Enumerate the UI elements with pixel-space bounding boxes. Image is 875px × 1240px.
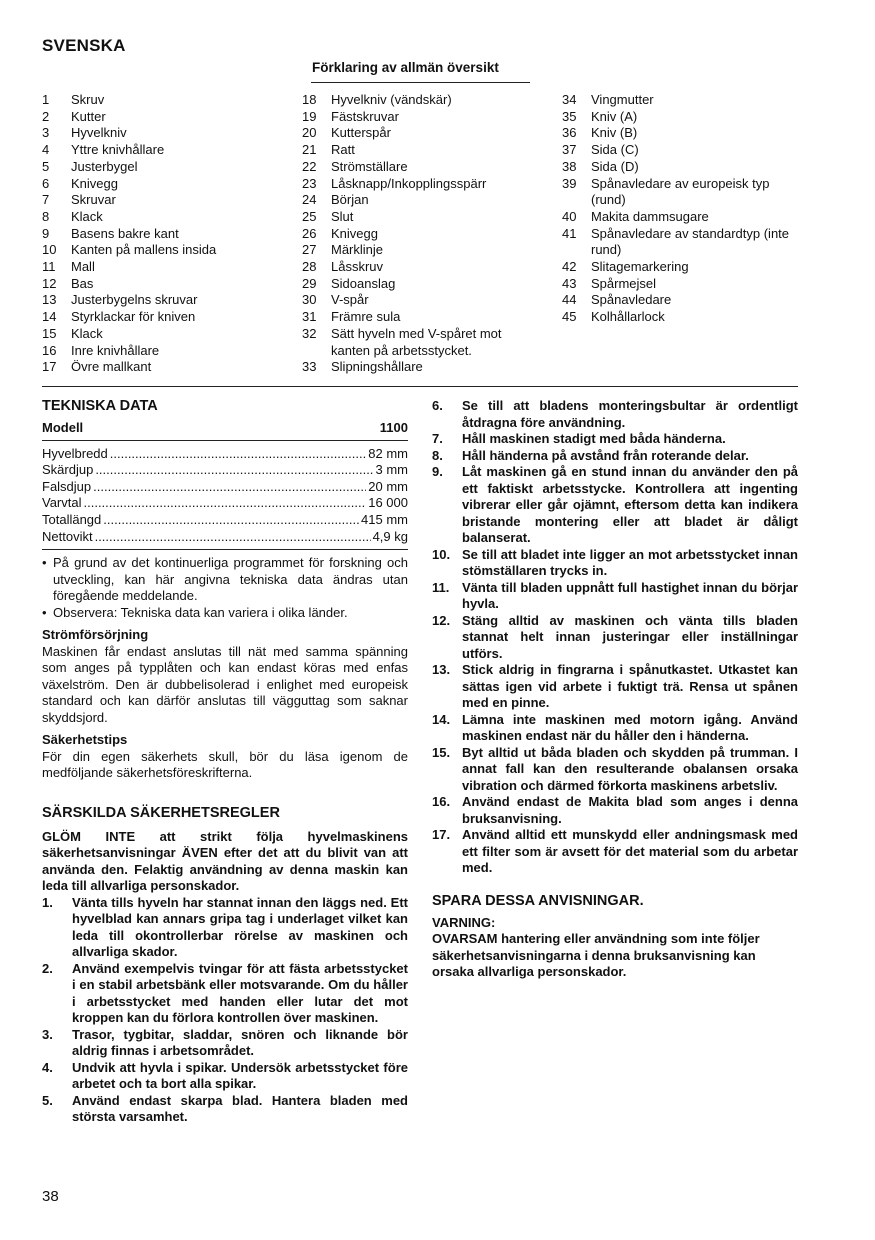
safety-rule-item bbox=[432, 464, 798, 547]
legend-item-number: 32 bbox=[302, 325, 317, 341]
legend-item bbox=[42, 92, 292, 109]
legend-item bbox=[42, 142, 292, 159]
spec-label: Nettovikt bbox=[42, 528, 93, 544]
legend-item-label: Kutter bbox=[71, 108, 106, 124]
model-value: 1100 bbox=[379, 420, 408, 435]
overview-title-underline bbox=[311, 82, 530, 83]
legend-item bbox=[302, 142, 542, 159]
legend-item-number: 41 bbox=[562, 225, 577, 241]
legend-item-number: 2 bbox=[42, 108, 50, 124]
spec-header-rule bbox=[42, 440, 408, 441]
legend-item bbox=[42, 192, 292, 209]
legend-item bbox=[302, 159, 542, 176]
safety-rule-text: Undvik att hyvla i spikar. Undersök arbetsstycket före arbetet och ta bort alla spikar. bbox=[72, 1059, 408, 1092]
safety-rule-number: 15. bbox=[432, 744, 451, 760]
safety-rule-number: 1. bbox=[42, 894, 53, 910]
safety-rule-number: 16. bbox=[432, 794, 451, 809]
safety-rule-item bbox=[42, 1060, 408, 1093]
safety-rule-number: 17. bbox=[432, 827, 451, 842]
legend-item-label: Fästskruvar bbox=[331, 108, 399, 124]
legend-item-label: Basens bakre kant bbox=[71, 225, 179, 241]
rules-list-left bbox=[42, 895, 408, 1126]
legend-item-number: 30 bbox=[302, 292, 317, 308]
spec-value: 16 000 bbox=[368, 495, 408, 511]
legend-item-number: 26 bbox=[302, 225, 317, 241]
legend-item bbox=[302, 259, 542, 276]
legend-item-label: Kniv (A) bbox=[591, 108, 638, 124]
legend-item-number: 8 bbox=[42, 208, 50, 224]
safety-rule-text: Lämna inte maskinen med motorn igång. Använd maskinen endast när du håller den i händerna. bbox=[462, 711, 798, 743]
legend-item bbox=[562, 309, 802, 326]
model-label: Modell bbox=[42, 420, 84, 435]
spec-leader-dots bbox=[84, 495, 367, 512]
spec-value: 82 mm bbox=[368, 445, 408, 461]
legend-item-number: 9 bbox=[42, 225, 50, 241]
legend-item-number: 44 bbox=[562, 292, 577, 308]
legend-item-number: 40 bbox=[562, 208, 577, 224]
safety-rule-number: 2. bbox=[42, 960, 53, 976]
page-number: 38 bbox=[42, 1188, 59, 1205]
legend-item bbox=[562, 292, 802, 309]
overview-title: Förklaring av allmän översikt bbox=[312, 60, 499, 75]
legend-item bbox=[42, 226, 292, 243]
legend-item-label: Spårmejsel bbox=[591, 275, 657, 291]
safety-rule-number: 11. bbox=[432, 579, 450, 595]
safety-rule-text: Håll maskinen stadigt med båda händerna. bbox=[462, 431, 726, 446]
spec-value: 4,9 kg bbox=[372, 528, 408, 544]
legend-item-label: Justerbygelns skruvar bbox=[71, 292, 198, 308]
safety-rule-text: Byt alltid ut båda bladen och skydden på trumman. I annat fall kan den resulterande obalansen orsaka vibration och därmed förkorta maskinens arbetsliv. bbox=[462, 744, 798, 793]
spec-row bbox=[42, 512, 408, 529]
tech-data-section bbox=[42, 398, 408, 1126]
legend-item bbox=[42, 176, 292, 193]
legend-item-label: Märklinje bbox=[331, 242, 384, 258]
legend-item bbox=[42, 125, 292, 142]
legend-item-number: 35 bbox=[562, 108, 577, 124]
spec-footer-rule bbox=[42, 549, 408, 550]
legend-column-3 bbox=[562, 92, 802, 326]
legend-item bbox=[302, 276, 542, 293]
safety-rule-number: 9. bbox=[432, 464, 443, 479]
legend-item-label: Vingmutter bbox=[591, 92, 654, 107]
legend-item-label: Bas bbox=[71, 275, 94, 291]
legend-item-number: 17 bbox=[42, 359, 57, 375]
safety-rule-text: Använd endast de Makita blad som anges i denna bruksanvisning. bbox=[462, 794, 798, 826]
section-divider bbox=[42, 386, 798, 387]
spec-label: Skärdjup bbox=[42, 462, 94, 478]
safety-rule-item bbox=[432, 398, 798, 431]
legend-item bbox=[562, 92, 802, 109]
spec-row bbox=[42, 446, 408, 463]
legend-item-label: Hyvelkniv bbox=[71, 125, 127, 141]
legend-item-label: Kutterspår bbox=[331, 125, 391, 141]
legend-column-2 bbox=[302, 92, 542, 376]
legend-item-label: Mall bbox=[71, 259, 95, 275]
legend-item-label: Hyvelkniv (vändskär) bbox=[331, 92, 452, 107]
safety-rule-text: Vänta tills hyveln har stannat innan den läggs ned. Ett hyvelblad kan annars gripa tag i underlaget vilket kan leda till okontrollerbar rörelse av maskinen och allvarliga skador. bbox=[72, 894, 408, 960]
legend-item-label: Spånavledare bbox=[591, 292, 672, 308]
language-heading: SVENSKA bbox=[42, 36, 126, 55]
legend-item bbox=[562, 159, 802, 176]
legend-item-label: Sida (C) bbox=[591, 142, 639, 158]
legend-item-number: 22 bbox=[302, 158, 317, 174]
legend-item-number: 16 bbox=[42, 342, 57, 358]
legend-item-label: Slitagemarkering bbox=[591, 259, 689, 275]
safety-rule-item bbox=[432, 547, 798, 580]
legend-item-number: 29 bbox=[302, 275, 317, 291]
spec-label: Varvtal bbox=[42, 495, 82, 511]
legend-item bbox=[302, 192, 542, 209]
safety-rule-number: 14. bbox=[432, 711, 451, 727]
legend-item-number: 5 bbox=[42, 158, 50, 174]
legend-item-number: 4 bbox=[42, 142, 50, 158]
safety-rule-text: Se till att bladet inte ligger an mot arbetsstycket innan stömställaren trycks in. bbox=[462, 546, 798, 578]
safety-rule-item bbox=[42, 961, 408, 1027]
legend-item bbox=[42, 276, 292, 293]
legend-item-number: 7 bbox=[42, 192, 50, 208]
safety-tips-text: För din egen säkerhets skull, bör du läsa igenom de medföljande säkerhetsföreskrifterna. bbox=[42, 748, 408, 781]
tech-note-item bbox=[42, 555, 408, 605]
spec-header-row bbox=[42, 420, 408, 437]
legend-item-label: Sidoanslag bbox=[331, 275, 396, 291]
legend-item-label: Skruv bbox=[71, 92, 105, 107]
legend-item bbox=[562, 276, 802, 293]
power-text: Maskinen får endast anslutas till nät med samma spänning som anges på typplåten och kan endast köras med enfas växelström. Den är dubbelisolerad i enlighet med europeisk standard och kan därför anslutas till vägguttag som saknar skyddsjord. bbox=[42, 643, 408, 725]
spec-rows bbox=[42, 446, 408, 546]
bullet-marker: • bbox=[42, 555, 47, 571]
legend-item-number: 31 bbox=[302, 309, 317, 325]
rules-continued-section bbox=[432, 398, 798, 981]
safety-rule-number: 12. bbox=[432, 612, 451, 628]
safety-rule-item bbox=[432, 580, 798, 613]
legend-item bbox=[562, 209, 802, 226]
safety-rule-text: Använd alltid ett munskydd eller andningsmask med ett filter som är avsett för det material som du arbetar med. bbox=[462, 827, 798, 875]
legend-item-number: 10 bbox=[42, 242, 57, 258]
safety-rule-number: 7. bbox=[432, 431, 443, 446]
safety-rule-item bbox=[432, 431, 798, 448]
spec-leader-dots bbox=[95, 529, 371, 546]
legend-item-label: Spånavledare av europeisk typ (rund) bbox=[591, 175, 770, 208]
safety-rule-number: 6. bbox=[432, 398, 443, 413]
legend-item-label: Början bbox=[331, 192, 369, 208]
legend-item-number: 25 bbox=[302, 208, 317, 224]
legend-item bbox=[42, 259, 292, 276]
legend-item-number: 37 bbox=[562, 142, 577, 158]
legend-item-label: V-spår bbox=[331, 292, 369, 308]
special-rules-heading: SÄRSKILDA SÄKERHETSREGLER bbox=[42, 804, 280, 821]
warning-label: VARNING: bbox=[432, 914, 496, 930]
spec-row bbox=[42, 529, 408, 546]
legend-item bbox=[302, 242, 542, 259]
safety-rule-text: Använd endast skarpa blad. Hantera bladen med största varsamhet. bbox=[72, 1092, 408, 1125]
legend-item-label: Kniv (B) bbox=[591, 125, 638, 141]
safety-rule-text: Trasor, tygbitar, sladdar, snören och liknande bör aldrig finnas i arbetsområdet. bbox=[72, 1026, 408, 1059]
legend-item-number: 34 bbox=[562, 92, 577, 107]
legend-item-label: Kanten på mallens insida bbox=[71, 242, 217, 258]
legend-item bbox=[42, 309, 292, 326]
legend-item-number: 3 bbox=[42, 125, 50, 141]
spec-leader-dots bbox=[110, 446, 367, 463]
legend-item-label: Spånavledare av standardtyp (inte rund) bbox=[591, 225, 790, 258]
legend-item-label: Övre mallkant bbox=[71, 359, 152, 375]
spec-table bbox=[42, 420, 408, 550]
legend-item bbox=[302, 92, 542, 109]
safety-rule-number: 5. bbox=[42, 1092, 53, 1108]
legend-item bbox=[302, 292, 542, 309]
legend-item bbox=[562, 259, 802, 276]
legend-item-number: 33 bbox=[302, 359, 317, 375]
safety-rule-item bbox=[42, 895, 408, 961]
legend-item-number: 19 bbox=[302, 108, 317, 124]
safety-rule-number: 8. bbox=[432, 447, 443, 463]
legend-item-label: Låsknapp/Inkopplingsspärr bbox=[331, 175, 487, 191]
spec-label: Falsdjup bbox=[42, 478, 92, 494]
legend-item-label: Yttre knivhållare bbox=[71, 142, 165, 158]
legend-item-label: Sida (D) bbox=[591, 158, 639, 174]
legend-item-label: Slipningshållare bbox=[331, 359, 423, 375]
legend-item-label: Styrklackar för kniven bbox=[71, 309, 196, 325]
legend-item-label: Knivegg bbox=[331, 225, 378, 241]
safety-rule-item bbox=[432, 613, 798, 663]
safety-rule-item bbox=[432, 794, 798, 827]
legend-item bbox=[42, 292, 292, 309]
legend-item-label: Makita dammsugare bbox=[591, 208, 709, 224]
legend-item bbox=[302, 359, 542, 376]
legend-item-number: 11 bbox=[42, 259, 56, 275]
legend-item bbox=[302, 309, 542, 326]
bullet-marker: • bbox=[42, 604, 47, 620]
special-rules-intro: GLÖM INTE att strikt följa hyvelmaskinens säkerhetsanvisningar ÄVEN efter det att du blivit van att använda den. Felaktig användning av denna maskin kan leda till allvarliga personskador. bbox=[42, 828, 408, 894]
legend-item-label: Låsskruv bbox=[331, 259, 384, 275]
legend-item bbox=[562, 142, 802, 159]
tech-note-text: På grund av det kontinuerliga programmet för forskning och utveckling, kan här angivna tekniska data ändras utan föregående meddelande. bbox=[53, 555, 408, 604]
spec-label: Hyvelbredd bbox=[42, 445, 108, 461]
legend-item-number: 15 bbox=[42, 325, 57, 341]
legend-item-number: 45 bbox=[562, 309, 577, 325]
warning-text: OVARSAM hantering eller användning som inte följer säkerhetsanvisningarna i denna bruksanvisning kan orsaka allvarliga personskador. bbox=[432, 931, 760, 979]
legend-item bbox=[562, 125, 802, 142]
legend-item-number: 43 bbox=[562, 275, 577, 291]
legend-item bbox=[42, 109, 292, 126]
legend-item-label: Strömställare bbox=[331, 158, 408, 174]
spec-value: 415 mm bbox=[361, 511, 408, 527]
legend-item-number: 38 bbox=[562, 158, 577, 174]
legend-item bbox=[302, 326, 542, 359]
legend-item bbox=[302, 109, 542, 126]
spec-leader-dots bbox=[93, 479, 366, 496]
legend-item bbox=[562, 226, 802, 259]
legend-item-number: 18 bbox=[302, 92, 317, 107]
safety-rule-item bbox=[432, 448, 798, 465]
safety-rule-text: Stäng alltid av maskinen och vänta tills bladen stannat helt innan justeringar eller inställningar utförs. bbox=[462, 612, 798, 661]
legend-item-label: Justerbygel bbox=[71, 158, 138, 174]
legend-item-number: 21 bbox=[302, 142, 317, 158]
legend-item-number: 13 bbox=[42, 292, 57, 308]
legend-item-label: Sätt hyveln med V-spåret mot kanten på arbetsstycket. bbox=[331, 325, 502, 358]
safety-rule-text: Håll händerna på avstånd från roterande delar. bbox=[462, 447, 749, 463]
safety-rule-item bbox=[432, 712, 798, 745]
spec-leader-dots bbox=[103, 512, 359, 529]
safety-rule-text: Låt maskinen gå en stund innan du använder den på ett faktiskt arbetsstycke. Kontrollera att ingenting vibrerar eller går ojämnt, eftersom detta kan indikera bristande montering eller att bladet är dåligt balanserat. bbox=[462, 464, 798, 545]
legend-item-label: Främre sula bbox=[331, 309, 401, 325]
legend-item-number: 1 bbox=[42, 92, 50, 107]
legend-item-label: Ratt bbox=[331, 142, 355, 158]
tech-note-item bbox=[42, 605, 408, 622]
legend-item-number: 20 bbox=[302, 125, 317, 141]
legend-item bbox=[302, 226, 542, 243]
spec-label: Totallängd bbox=[42, 511, 102, 527]
legend-item-label: Inre knivhållare bbox=[71, 342, 160, 358]
power-heading: Strömförsörjning bbox=[42, 627, 149, 643]
safety-rule-item bbox=[432, 662, 798, 712]
legend-item bbox=[302, 125, 542, 142]
safety-rule-text: Vänta till bladen uppnått full hastighet innan du börjar hyvla. bbox=[462, 579, 798, 611]
legend-item bbox=[42, 242, 292, 259]
spec-value: 3 mm bbox=[375, 462, 408, 478]
spec-leader-dots bbox=[95, 462, 373, 479]
safety-rule-text: Se till att bladens monteringsbultar är ordentligt åtdragna före användning. bbox=[462, 398, 798, 430]
legend-item-number: 36 bbox=[562, 125, 577, 141]
legend-item bbox=[42, 343, 292, 360]
legend-item-label: Slut bbox=[331, 208, 354, 224]
safety-rule-number: 13. bbox=[432, 662, 451, 677]
legend-item-label: Klack bbox=[71, 325, 103, 341]
rules-list-right bbox=[432, 398, 798, 877]
safety-rule-item bbox=[42, 1093, 408, 1126]
legend-item-number: 42 bbox=[562, 259, 577, 275]
legend-item bbox=[562, 176, 802, 209]
tech-notes bbox=[42, 555, 408, 621]
legend-item-label: Klack bbox=[71, 208, 103, 224]
legend-item-number: 24 bbox=[302, 192, 317, 208]
tech-data-heading: TEKNISKA DATA bbox=[42, 398, 158, 414]
safety-rule-number: 10. bbox=[432, 546, 451, 562]
tech-note-text: Observera: Tekniska data kan variera i olika länder. bbox=[53, 604, 348, 620]
legend-item-number: 27 bbox=[302, 242, 317, 258]
safety-rule-item bbox=[432, 745, 798, 795]
safety-tips-heading: Säkerhetstips bbox=[42, 732, 128, 748]
legend-item bbox=[42, 159, 292, 176]
spec-row bbox=[42, 462, 408, 479]
legend-item bbox=[562, 109, 802, 126]
legend-item bbox=[42, 209, 292, 226]
legend-item bbox=[302, 176, 542, 193]
legend-item-label: Skruvar bbox=[71, 192, 116, 208]
legend-item bbox=[42, 326, 292, 343]
spec-row bbox=[42, 479, 408, 496]
legend-item-number: 28 bbox=[302, 259, 317, 275]
safety-rule-number: 4. bbox=[42, 1059, 53, 1075]
save-instructions-heading: SPARA DESSA ANVISNINGAR. bbox=[432, 892, 644, 909]
spec-row bbox=[42, 495, 408, 512]
legend-item bbox=[42, 359, 292, 376]
safety-rule-item bbox=[42, 1027, 408, 1060]
safety-rule-text: Använd exempelvis tvingar för att fästa arbetsstycket i en stabil arbetsbänk eller motsvarande. Om du håller i arbetsstycket med handen eller lutar det mot kroppen kan du förlora kontrollen över maskinen. bbox=[72, 960, 408, 1026]
legend-item bbox=[302, 209, 542, 226]
safety-rule-number: 3. bbox=[42, 1026, 53, 1042]
safety-rule-item bbox=[432, 827, 798, 877]
legend-item-number: 12 bbox=[42, 275, 57, 291]
legend-item-label: Kolhållarlock bbox=[591, 309, 665, 325]
legend-item-number: 23 bbox=[302, 175, 317, 191]
spec-value: 20 mm bbox=[368, 478, 408, 494]
legend-item-number: 14 bbox=[42, 309, 57, 325]
legend-item-label: Knivegg bbox=[71, 175, 118, 191]
safety-rule-text: Stick aldrig in fingrarna i spånutkastet. Utkastet kan sättas igen vid arbete i fuktigt trä. Rensa ut spånen med en pinne. bbox=[462, 662, 798, 710]
legend-item-number: 39 bbox=[562, 175, 577, 191]
legend-column-1 bbox=[42, 92, 292, 376]
legend-item-number: 6 bbox=[42, 175, 50, 191]
